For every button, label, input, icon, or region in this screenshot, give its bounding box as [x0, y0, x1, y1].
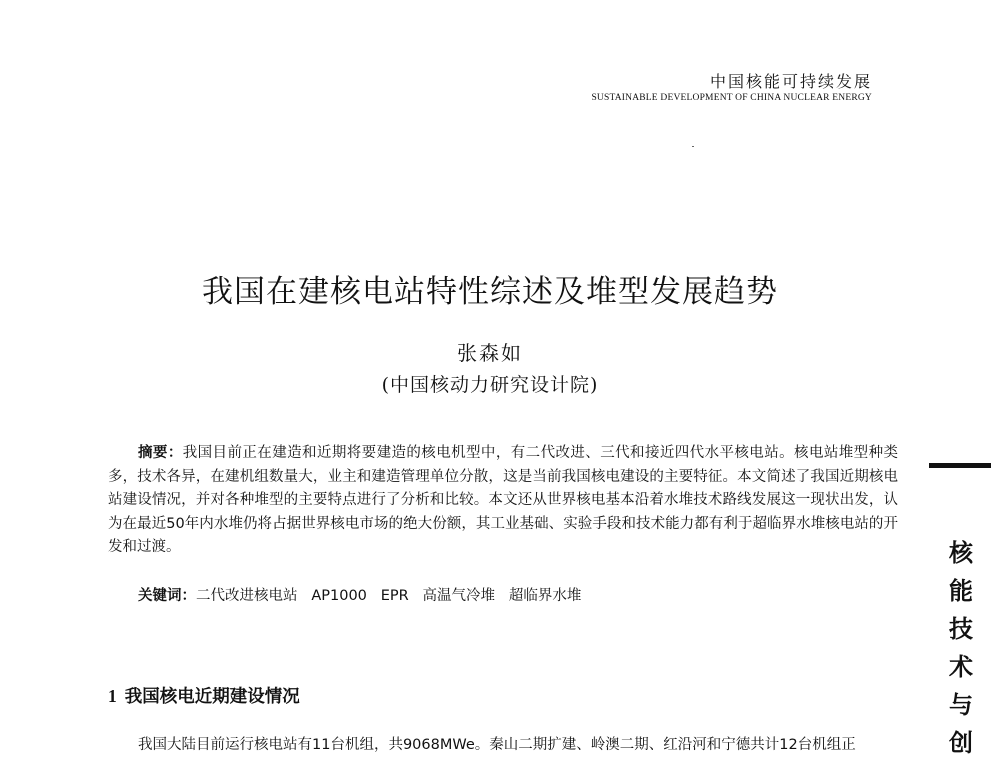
running-head-english: SUSTAINABLE DEVELOPMENT OF CHINA NUCLEAR ENERGY	[591, 93, 872, 103]
running-head-chinese: 中国核能可持续发展	[709, 72, 872, 91]
keyword: EPR	[380, 588, 409, 604]
side-tab-char: 与	[949, 690, 973, 719]
side-tab-char: 术	[949, 652, 973, 681]
abstract	[108, 442, 898, 560]
keywords-label: 关键词：	[138, 588, 196, 604]
author-affiliation: (中国核动力研究设计院)	[381, 374, 599, 396]
keywords	[138, 585, 581, 607]
side-rule	[929, 463, 991, 468]
keyword: AP1000	[311, 588, 367, 604]
abstract-text: 我国目前正在建造和近期将要建造的核电机型中，有二代改进、三代和接近四代水平核电站。核电站堆型种类多，技术各异，在建机组数量大，业主和建造管理单位分散，这是当前我国核电建设的主要特征。本文简述了我国近期核电站建设情况，并对各种堆型的主要特点进行了分析和比较。本文还从世界核电基本沿着水堆技术路线发展这一现状出发，认为在最近50年内水堆仍将占据世界核电市场的绝大份额，其工业基础、实验手段和技术能力都有利于超临界水堆核电站的开发和过渡。	[108, 445, 898, 556]
keyword: 超临界水堆	[508, 588, 582, 604]
author-name: 张森如	[457, 341, 523, 365]
abstract-label: 摘要：	[138, 445, 183, 461]
side-tab-char: 能	[949, 576, 973, 605]
section-number: 1	[108, 686, 117, 706]
section-title: 我国核电近期建设情况	[124, 687, 300, 707]
running-head	[591, 72, 872, 104]
side-tab-char: 技	[949, 614, 973, 643]
article-title: 我国在建核电站特性综述及堆型发展趋势	[202, 274, 778, 310]
keyword: 二代改进核电站	[196, 588, 298, 604]
section-heading	[108, 684, 300, 709]
scan-speck	[692, 146, 694, 147]
side-tab	[936, 534, 986, 762]
side-tab-char: 核	[949, 538, 973, 567]
body-paragraph: 我国大陆目前运行核电站有11台机组，共9068MWe。秦山二期扩建、岭澳二期、红沿河和宁德共计12台机组正	[138, 737, 856, 753]
keyword: 高温气冷堆	[422, 588, 496, 604]
side-tab-char: 创	[949, 728, 973, 757]
